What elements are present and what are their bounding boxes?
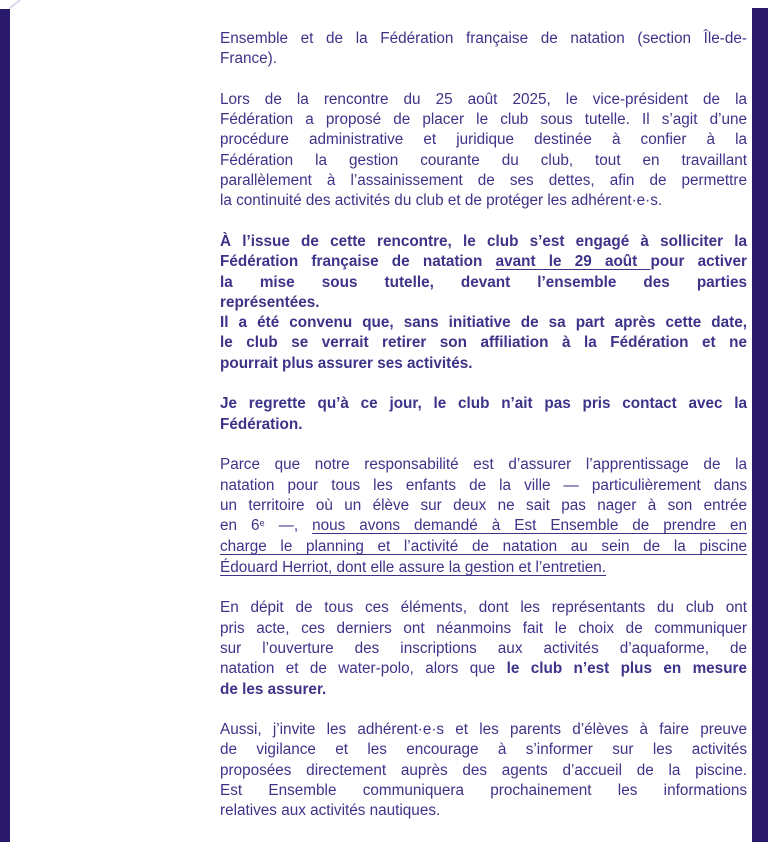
text-run: Parce que notre responsabilité est d’assurer l’apprentissage de la	[220, 456, 747, 474]
text-line	[220, 191, 747, 211]
text-run: procédure administrative et juridique destinée à confier à la	[220, 131, 747, 149]
text-line	[220, 720, 747, 740]
text-line	[220, 293, 747, 313]
text-run: le club n’est plus en mesure	[506, 660, 747, 678]
text-line	[220, 639, 747, 659]
right-border-bar	[752, 8, 768, 842]
text-line	[220, 558, 747, 578]
text-run: France).	[220, 50, 277, 68]
text-run: Est Ensemble communiquera prochainement les informations	[220, 781, 747, 799]
text-run: Aussi, j’invite les adhérent·e·s et les parents d’élèves à faire preuve	[220, 721, 747, 739]
text-line	[220, 619, 747, 639]
text-run: En dépit de tous ces éléments, dont les représentants du club ont	[220, 599, 747, 617]
text-run: parallèlement à l’assainissement de ses dettes, afin de permettre	[220, 172, 747, 190]
text-run: À l’issue de cette rencontre, le club s’est engagé à solliciter la	[220, 232, 747, 250]
text-run: en 6	[220, 517, 260, 535]
text-line	[220, 801, 747, 821]
text-run: sur l’ouverture des inscriptions aux activités d’aquaforme, de	[220, 639, 747, 657]
letter-body	[220, 29, 747, 822]
text-line	[220, 333, 747, 353]
text-run: pour activer	[650, 253, 747, 271]
text-run: Fédération.	[220, 415, 303, 433]
text-run: Ensemble et de la Fédération française de natation (section Île-de-	[220, 30, 747, 47]
text-run: natation pour tous les enfants de la ville — particulièrement dans	[220, 476, 747, 494]
text-line	[220, 29, 747, 49]
text-run: de vigilance et les encourage à s’informer sur les activités	[220, 741, 747, 759]
text-run: charge le planning et l’activité de natation au sein de la piscine	[220, 538, 747, 556]
text-run: proposées directement auprès des agents d’accueil de la piscine.	[220, 761, 747, 779]
text-line	[220, 680, 747, 700]
paragraph-intro-continuation	[220, 29, 747, 70]
scan-artifact-line	[9, 0, 21, 9]
text-line	[220, 151, 747, 171]
text-line	[220, 598, 747, 618]
text-line	[220, 252, 747, 272]
text-run: avant le 29 août	[495, 253, 651, 271]
text-line	[220, 49, 747, 69]
text-run: la continuité des activités du club et de protéger les adhérent·e·s.	[220, 192, 663, 210]
text-run: le club se verrait retirer son affiliation à la Fédération et ne	[220, 334, 747, 352]
text-run: pris acte, ces derniers ont néanmoins fait le choix de communiquer	[220, 619, 747, 637]
text-run: —,	[264, 517, 313, 535]
text-line	[220, 171, 747, 191]
text-run: Il a été convenu que, sans initiative de sa part après cette date,	[220, 314, 747, 332]
text-line	[220, 537, 747, 557]
text-line	[220, 516, 747, 537]
text-line	[220, 394, 747, 414]
text-line	[220, 496, 747, 516]
text-line	[220, 232, 747, 252]
text-line	[220, 761, 747, 781]
text-run: Édouard Herriot, dont elle assure la gestion et l’entretien.	[220, 558, 607, 576]
paragraph-rencontre-tutelle	[220, 90, 747, 212]
text-line	[220, 415, 747, 435]
paragraph-engagement-29-aout	[220, 232, 747, 374]
text-run: relatives aux activités nautiques.	[220, 802, 441, 820]
text-run: e	[259, 518, 265, 529]
text-run: Fédération française de natation	[220, 253, 496, 271]
paragraph-appel-vigilance	[220, 720, 747, 821]
text-run: représentées.	[220, 293, 320, 311]
text-line	[220, 781, 747, 801]
paragraph-responsabilite-natation	[220, 455, 747, 578]
text-run: pourrait plus assurer ses activités.	[220, 354, 473, 372]
text-line	[220, 354, 747, 374]
text-line	[220, 313, 747, 333]
text-run: la mise sous tutelle, devant l’ensemble des parties	[220, 273, 747, 291]
text-line	[220, 659, 747, 679]
text-line	[220, 110, 747, 130]
text-line	[220, 130, 747, 150]
text-run: Fédération la gestion courante du club, tout en travaillant	[220, 151, 747, 169]
text-line	[220, 740, 747, 760]
text-run: un territoire où un élève sur deux ne sait pas nager à son entrée	[220, 496, 747, 514]
text-run: Lors de la rencontre du 25 août 2025, le vice-président de la	[220, 90, 747, 108]
paragraph-communication-club	[220, 598, 747, 699]
text-line	[220, 90, 747, 110]
paragraph-regret	[220, 394, 747, 435]
left-border-bar	[0, 9, 10, 842]
text-line	[220, 476, 747, 496]
text-line	[220, 273, 747, 293]
text-line	[220, 455, 747, 475]
text-run: Je regrette qu’à ce jour, le club n’ait pas pris contact avec la	[220, 395, 747, 413]
text-run: natation et de water-polo, alors que	[220, 660, 507, 678]
text-run: de les assurer.	[220, 680, 327, 698]
text-run: Fédération a proposé de placer le club sous tutelle. Il s’agit d’une	[220, 111, 747, 129]
text-run: nous avons demandé à Est Ensemble de prendre en	[312, 517, 747, 535]
